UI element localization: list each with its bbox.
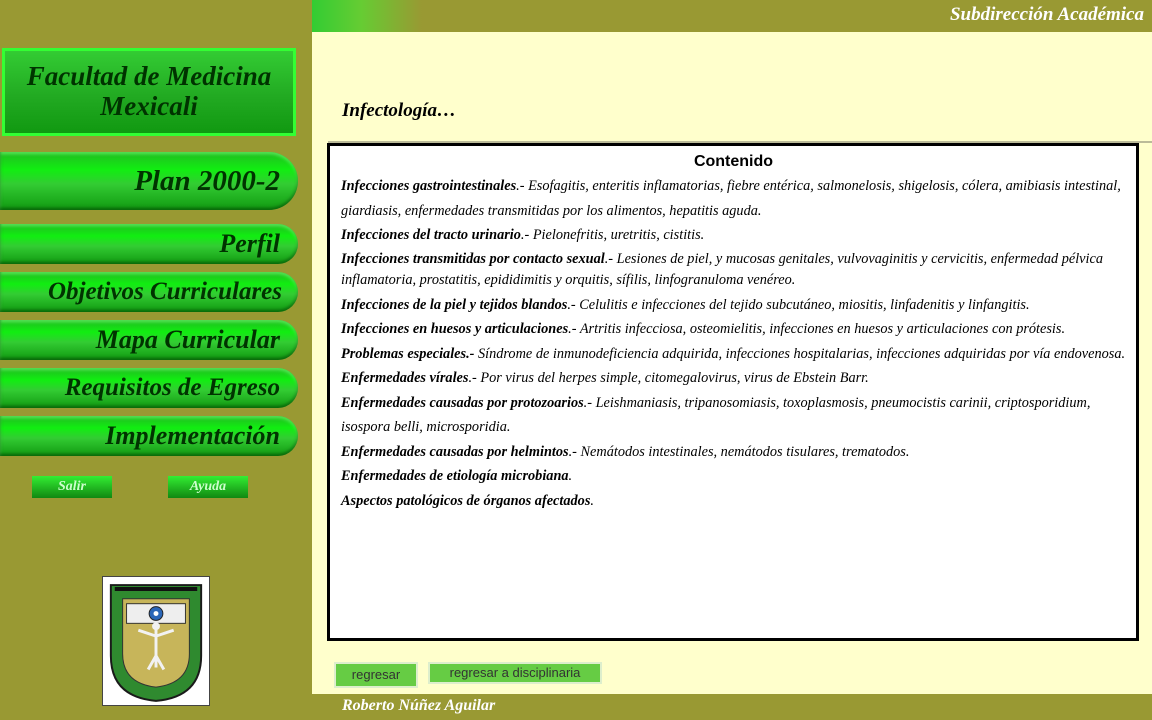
content-item-text: .- Celulitis e infecciones del tejido subcutáneo, miositis, linfadenitis y linfangitis.: [567, 296, 1030, 313]
content-item: [341, 366, 1126, 391]
content-item-text: .- Artritis infecciosa, osteomielitis, infecciones en huesos y articulaciones con prótesis.: [568, 321, 1066, 337]
header-title: Subdirección Académica: [949, 4, 1144, 25]
author-name: Roberto Núñez Aguilar: [342, 697, 496, 714]
university-seal: [102, 576, 210, 706]
content-item-title: Enfermedades causadas por protozoarios: [341, 394, 584, 411]
exit-button[interactable]: Salir: [32, 476, 112, 502]
seal-logo-icon: [103, 577, 209, 705]
content-item-title: Infecciones de la piel y tejidos blandos: [341, 296, 568, 313]
content-item-title: Infecciones del tracto urinario: [341, 227, 521, 243]
content-item-text: .- Por virus del herpes simple, citomegalovirus, virus de Ebstein Barr.: [468, 370, 869, 386]
content-item-title: Problemas especiales.-: [341, 345, 475, 362]
faculty-city: Mexicali: [100, 91, 198, 121]
main-content: [312, 32, 1152, 694]
top-bar-gradient: [312, 0, 422, 32]
nav-requisitos[interactable]: Requisitos de Egreso: [0, 368, 298, 408]
content-heading: Contenido: [693, 153, 774, 170]
content-item: [341, 391, 1126, 440]
nav-mapa[interactable]: Mapa Curricular: [0, 320, 298, 360]
nav-plan[interactable]: Plan 2000-2: [0, 152, 298, 210]
content-item-text: .: [590, 492, 594, 509]
nav-implementacion[interactable]: Implementación: [0, 416, 298, 456]
content-item-title: Aspectos patológicos de órganos afectados: [341, 492, 591, 509]
content-item: [341, 317, 1126, 342]
content-item-text: .: [568, 468, 573, 484]
content-item-text: Síndrome de inmunodeficiencia adquirida, infecciones hospitalarias, infecciones adquiridas por vía endovenosa.: [474, 345, 1126, 362]
content-item-text: .- Leishmaniasis, tripanosomiasis, toxoplasmosis, pneumocistis carinii, criptosporidium, isospora belli, microsporidia.: [341, 394, 1091, 435]
content-item-title: Infecciones transmitidas por contacto sexual: [341, 250, 605, 267]
content-item: [341, 342, 1126, 367]
content-item-title: Enfermedades causadas por helmintos: [341, 443, 569, 460]
page-title: Infectología…: [342, 100, 456, 121]
content-item-text: .- Pielonefritis, uretritis, cistitis.: [520, 227, 705, 243]
nav-objetivos[interactable]: Objetivos Curriculares: [0, 272, 298, 312]
content-item-title: Enfermedades de etiología microbiana: [341, 468, 569, 484]
faculty-banner: [2, 48, 296, 136]
nav-perfil[interactable]: Perfil: [0, 224, 298, 264]
content-item-text: .- Lesiones de piel, y mucosas genitales, vulvovaginitis y cervicitis, enfermedad pélvica inflamatoria, prostatitis, epididimitis y orquitis, sífilis, linfogranuloma venéreo.: [341, 250, 1103, 288]
footer: [312, 694, 1152, 720]
topbar-left: [0, 0, 312, 32]
content-item: [341, 489, 1126, 514]
back-to-disciplinary-button[interactable]: regresar a disciplinaria: [428, 662, 602, 684]
content-item: [341, 248, 1126, 293]
faculty-name: Facultad de Medicina: [26, 61, 272, 91]
content-item: [341, 293, 1126, 318]
content-item: [341, 174, 1126, 223]
sidebar: [0, 32, 312, 720]
content-item-text: .- Esofagitis, enteritis inflamatorias, fiebre entérica, salmonelosis, shigelosis, cólera, amibiasis intestinal, giardiasis, enfermedades transmitidas por los alimentos, hepatitis aguda.: [341, 178, 1121, 219]
back-button[interactable]: regresar: [334, 662, 418, 688]
content-item-title: Infecciones en huesos y articulaciones: [341, 321, 569, 337]
help-button[interactable]: Ayuda: [168, 476, 248, 502]
top-bar: [312, 0, 1152, 32]
content-item-title: Infecciones gastrointestinales: [341, 178, 517, 194]
content-item: [341, 440, 1126, 465]
content-panel: [327, 143, 1139, 641]
content-item-text: .- Nemátodos intestinales, nemátodos tisulares, trematodos.: [568, 443, 910, 460]
content-item-title: Enfermedades vírales: [341, 370, 469, 386]
content-item: [341, 464, 1126, 489]
content-item: [341, 223, 1126, 248]
